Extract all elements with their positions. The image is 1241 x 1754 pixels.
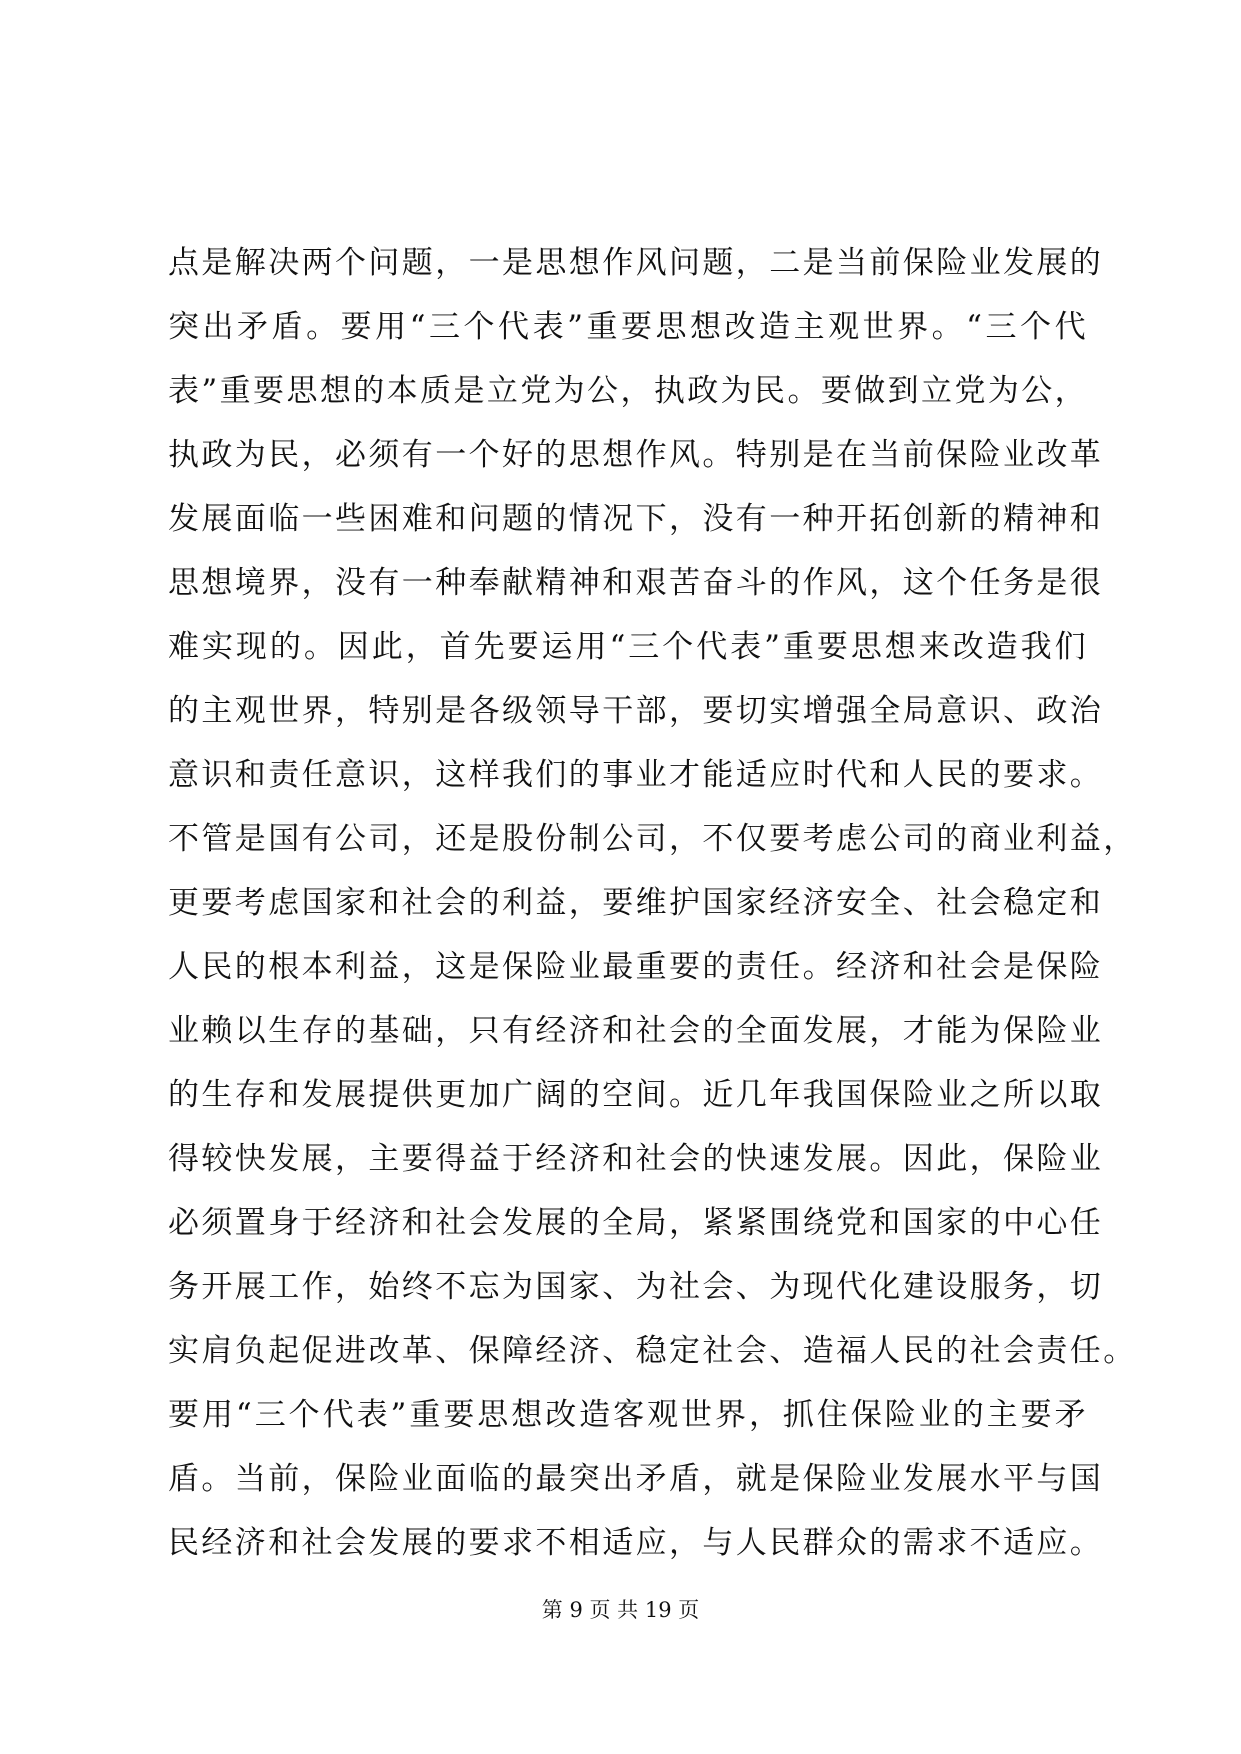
text-line: 必须置身于经济和社会发展的全局，紧紧围绕党和国家的中心任 — [168, 1205, 1104, 1241]
text-line: 要用“三个代表”重要思想改造客观世界，抓住保险业的主要矛 — [168, 1397, 1088, 1433]
body-paragraph — [168, 231, 1137, 1575]
text-line: 执政为民，必须有一个好的思想作风。特别是在当前保险业改革 — [168, 437, 1104, 473]
text-line: 的生存和发展提供更加广阔的空间。近几年我国保险业之所以取 — [168, 1077, 1104, 1113]
text-line: 更要考虑国家和社会的利益，要维护国家经济安全、社会稳定和 — [168, 885, 1104, 921]
text-line: 得较快发展，主要得益于经济和社会的快速发展。因此，保险业 — [168, 1141, 1104, 1177]
text-line: 思想境界，没有一种奉献精神和艰苦奋斗的作风，这个任务是很 — [168, 565, 1104, 601]
text-line: 务开展工作，始终不忘为国家、为社会、为现代化建设服务，切 — [168, 1269, 1104, 1305]
page-number-footer: 第 9 页 共 19 页 — [541, 1598, 700, 1622]
text-line: 突出矛盾。要用“三个代表”重要思想改造主观世界。“三个代 — [168, 309, 1088, 345]
text-line: 人民的根本利益，这是保险业最重要的责任。经济和社会是保险 — [168, 949, 1104, 985]
text-line: 点是解决两个问题，一是思想作风问题，二是当前保险业发展的 — [168, 245, 1104, 281]
text-line: 民经济和社会发展的要求不相适应，与人民群众的需求不适应。 — [168, 1525, 1104, 1561]
text-line: 不管是国有公司，还是股份制公司，不仅要考虑公司的商业利益， — [168, 821, 1137, 857]
text-line: 难实现的。因此，首先要运用“三个代表”重要思想来改造我们 — [168, 629, 1088, 665]
text-line: 业赖以生存的基础，只有经济和社会的全面发展，才能为保险业 — [168, 1013, 1104, 1049]
text-line: 发展面临一些困难和问题的情况下，没有一种开拓创新的精神和 — [168, 501, 1104, 537]
text-line: 表”重要思想的本质是立党为公，执政为民。要做到立党为公， — [168, 373, 1089, 409]
text-line: 的主观世界，特别是各级领导干部，要切实增强全局意识、政治 — [168, 693, 1104, 729]
text-line: 盾。当前，保险业面临的最突出矛盾，就是保险业发展水平与国 — [168, 1461, 1104, 1497]
text-line: 实肩负起促进改革、保障经济、稳定社会、造福人民的社会责任。 — [168, 1333, 1137, 1369]
text-line: 意识和责任意识，这样我们的事业才能适应时代和人民的要求。 — [168, 757, 1104, 793]
